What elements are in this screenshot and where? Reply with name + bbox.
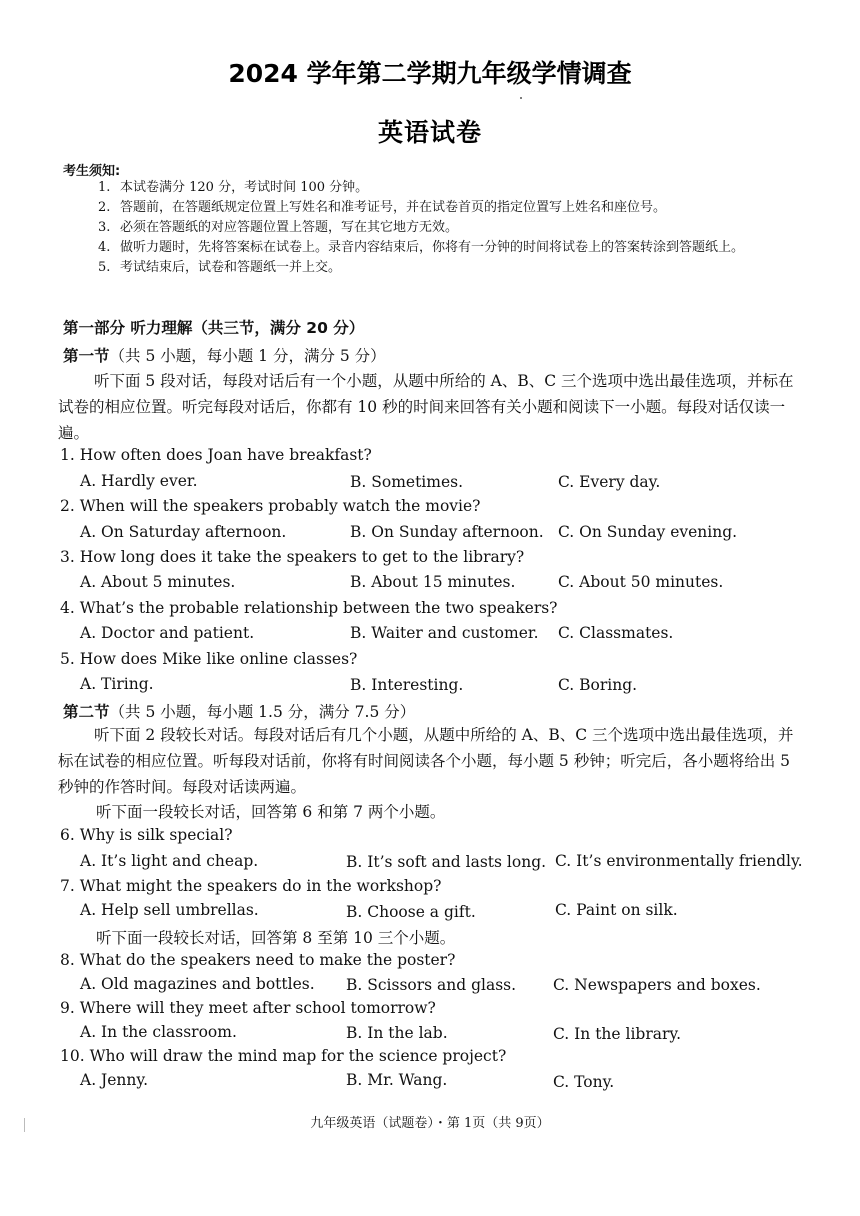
- dialog1-intro: 听下面一段较长对话，回答第 6 和第 7 两个小题。: [96, 803, 446, 821]
- section2-heading-detail: （共 5 小题，每小题 1.5 分，满分 7.5 分）: [109, 703, 416, 721]
- q5-option-c: C. Boring.: [558, 676, 638, 694]
- notice-item-number: 4.: [98, 240, 111, 255]
- question-3: 3. How long does it take the speakers to get to the library?: [60, 548, 525, 566]
- q6-option-a: A. It’s light and cheap.: [80, 852, 259, 870]
- q8-option-b: B. Scissors and glass.: [346, 976, 517, 994]
- q5-option-b: B. Interesting.: [350, 676, 464, 694]
- notice-item: [98, 218, 818, 238]
- section2-heading: [63, 700, 415, 722]
- q10-option-a: A. Jenny.: [80, 1071, 149, 1089]
- q10-option-b: B. Mr. Wang.: [346, 1071, 448, 1089]
- notice-item: [98, 258, 818, 278]
- notice-item-text: 答题前，在答题纸规定位置上写姓名和准考证号，并在试卷首页的指定位置写上姓名和座位号。: [120, 200, 667, 215]
- scan-speck: [520, 97, 522, 99]
- notice-item: [98, 198, 818, 218]
- notice-item-text: 做听力题时，先将答案标在试卷上。录音内容结束后，你将有一分钟的时间将试卷上的答案转涂到答题纸上。: [120, 240, 745, 255]
- notice-item-text: 必须在答题纸的对应答题位置上答题，写在其它地方无效。: [120, 220, 459, 235]
- q4-option-a: A. Doctor and patient.: [80, 624, 255, 642]
- q2-option-a: A. On Saturday afternoon.: [80, 523, 287, 541]
- q7-option-c: C. Paint on silk.: [555, 901, 678, 919]
- section1-heading-bold: 第一节: [63, 347, 110, 365]
- q9-option-a: A. In the classroom.: [80, 1023, 237, 1041]
- q2-option-c: C. On Sunday evening.: [558, 523, 738, 541]
- notice-item-number: 5.: [98, 260, 111, 275]
- q9-option-c: C. In the library.: [553, 1025, 682, 1043]
- section1-heading: [63, 344, 386, 366]
- q3-option-b: B. About 15 minutes.: [350, 573, 516, 591]
- section2-instructions: 听下面 2 段较长对话。每段对话后有几个小题，从题中所给的 A、B、C 三个选项中选出最佳选项，并标在试卷的相应位置。听每段对话前，你将有时间阅读各个小题，每小题 5 秒钟；听完后，各小题将给出 5 秒钟的作答时间。每段对话读两遍。: [58, 726, 794, 796]
- question-7: 7. What might the speakers do in the workshop?: [60, 877, 442, 895]
- q1-option-b: B. Sometimes.: [350, 473, 464, 491]
- notice-item-number: 1.: [98, 180, 111, 195]
- question-4: 4. What’s the probable relationship between the two speakers?: [60, 599, 558, 617]
- notice-item-text: 考试结束后，试卷和答题纸一并上交。: [120, 260, 342, 275]
- q7-option-b: B. Choose a gift.: [346, 903, 476, 921]
- question-8: 8. What do the speakers need to make the poster?: [60, 951, 456, 969]
- margin-mark: [24, 1118, 25, 1132]
- dialog2-intro: 听下面一段较长对话，回答第 8 至第 10 三个小题。: [96, 929, 456, 947]
- page-footer: 九年级英语（试题卷）・第 1页（共 9页）: [310, 1116, 550, 1131]
- q1-option-c: C. Every day.: [558, 473, 661, 491]
- q3-option-c: C. About 50 minutes.: [558, 573, 724, 591]
- notice-heading: 考生须知:: [63, 164, 121, 179]
- q10-option-c: C. Tony.: [553, 1073, 615, 1091]
- notice-item: [98, 238, 818, 258]
- notice-list: [98, 178, 818, 278]
- q9-option-b: B. In the lab.: [346, 1024, 448, 1042]
- q6-option-b: B. It’s soft and lasts long.: [346, 853, 547, 871]
- q4-option-b: B. Waiter and customer.: [350, 624, 539, 642]
- notice-item-number: 3.: [98, 220, 111, 235]
- part1-heading: 第一部分 听力理解（共三节，满分 20 分）: [63, 319, 365, 337]
- section1-heading-detail: （共 5 小题，每小题 1 分，满分 5 分）: [109, 347, 386, 365]
- exam-subtitle: 英语试卷: [377, 118, 482, 147]
- notice-item: [98, 178, 818, 198]
- notice-item-number: 2.: [98, 200, 111, 215]
- q6-option-c: C. It’s environmentally friendly.: [555, 852, 803, 870]
- q4-option-c: C. Classmates.: [558, 624, 674, 642]
- q2-option-b: B. On Sunday afternoon.: [350, 523, 544, 541]
- question-5: 5. How does Mike like online classes?: [60, 650, 358, 668]
- section2-heading-bold: 第二节: [63, 703, 110, 721]
- question-9: 9. Where will they meet after school tomorrow?: [60, 999, 436, 1017]
- q8-option-a: A. Old magazines and bottles.: [80, 975, 315, 993]
- section1-instructions: 听下面 5 段对话，每段对话后有一个小题，从题中所给的 A、B、C 三个选项中选出最佳选项，并标在试卷的相应位置。听完每段对话后，你都有 10 秒的时间来回答有关小题和阅读下一小题。每段对话仅读一遍。: [58, 372, 794, 442]
- q8-option-c: C. Newspapers and boxes.: [553, 976, 761, 994]
- question-2: 2. When will the speakers probably watch the movie?: [60, 497, 481, 515]
- q5-option-a: A. Tiring.: [80, 675, 154, 693]
- q7-option-a: A. Help sell umbrellas.: [80, 901, 259, 919]
- exam-title: 2024 学年第二学期九年级学情调查: [228, 59, 632, 88]
- notice-item-text: 本试卷满分 120 分，考试时间 100 分钟。: [120, 180, 369, 195]
- q3-option-a: A. About 5 minutes.: [80, 573, 236, 591]
- question-6: 6. Why is silk special?: [60, 826, 233, 844]
- question-1: 1. How often does Joan have breakfast?: [60, 446, 372, 464]
- question-10: 10. Who will draw the mind map for the science project?: [60, 1047, 507, 1065]
- q1-option-a: A. Hardly ever.: [80, 472, 198, 490]
